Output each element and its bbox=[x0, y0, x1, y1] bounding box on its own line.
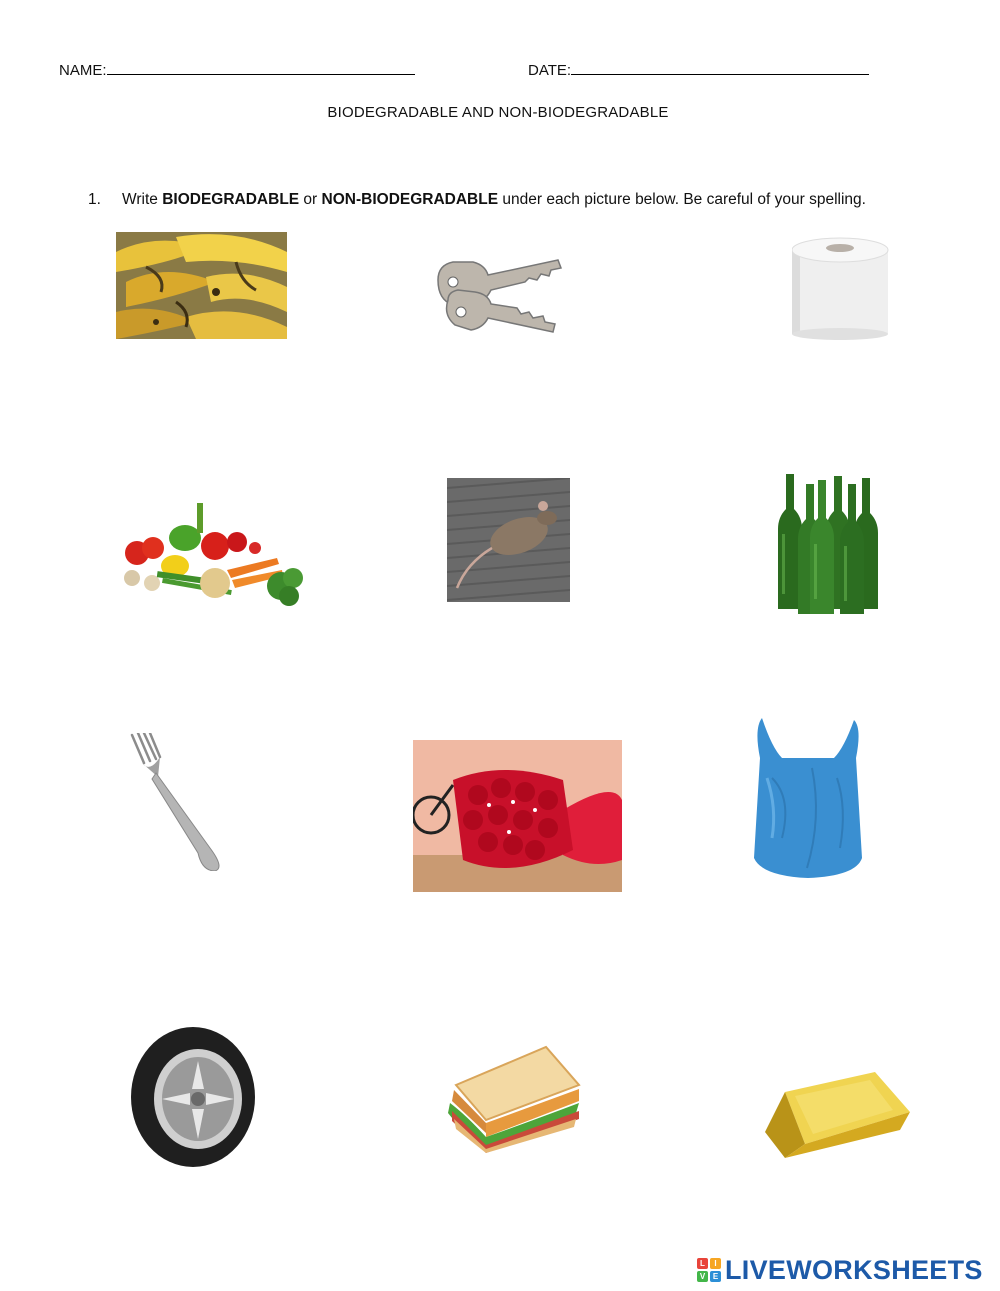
sandwich-icon bbox=[446, 1045, 581, 1153]
date-label: DATE: bbox=[528, 62, 572, 79]
banana-peels-icon bbox=[116, 232, 287, 339]
date-line[interactable] bbox=[571, 60, 869, 75]
logo-block-l: L bbox=[697, 1258, 708, 1269]
instruction: 1. Write BIODEGRADABLE or NON-BIODEGRADABLE under each picture below. Be careful of your spelling. bbox=[88, 191, 866, 208]
date-field[interactable] bbox=[528, 60, 869, 79]
name-line[interactable] bbox=[107, 60, 415, 75]
question-number: 1. bbox=[88, 191, 101, 208]
liveworksheets-logo bbox=[697, 1254, 983, 1286]
name-label: NAME: bbox=[59, 62, 107, 79]
tire-icon bbox=[130, 1027, 256, 1168]
logo-block-v: V bbox=[697, 1271, 708, 1282]
dead-mouse-icon bbox=[447, 478, 570, 602]
plastic-bag-icon bbox=[752, 718, 864, 880]
vegetables-icon bbox=[117, 498, 305, 608]
keyword-non-biodegradable: NON-BIODEGRADABLE bbox=[321, 191, 499, 208]
keyword-biodegradable: BIODEGRADABLE bbox=[162, 191, 300, 208]
name-field[interactable] bbox=[59, 60, 415, 79]
logo-text: LIVEWORKSHEETS bbox=[725, 1254, 983, 1285]
glass-bottles-icon bbox=[776, 474, 886, 614]
logo-block-i: I bbox=[710, 1258, 721, 1269]
logo-block-e: E bbox=[710, 1271, 721, 1282]
keys-icon bbox=[433, 250, 563, 344]
fork-icon bbox=[130, 733, 230, 871]
rose-bouquet-icon bbox=[413, 740, 622, 892]
gold-bar-icon bbox=[765, 1072, 910, 1158]
worksheet-title: BIODEGRADABLE AND NON-BIODEGRADABLE bbox=[327, 104, 669, 121]
logo-blocks bbox=[697, 1258, 721, 1282]
toilet-paper-icon bbox=[792, 236, 892, 340]
